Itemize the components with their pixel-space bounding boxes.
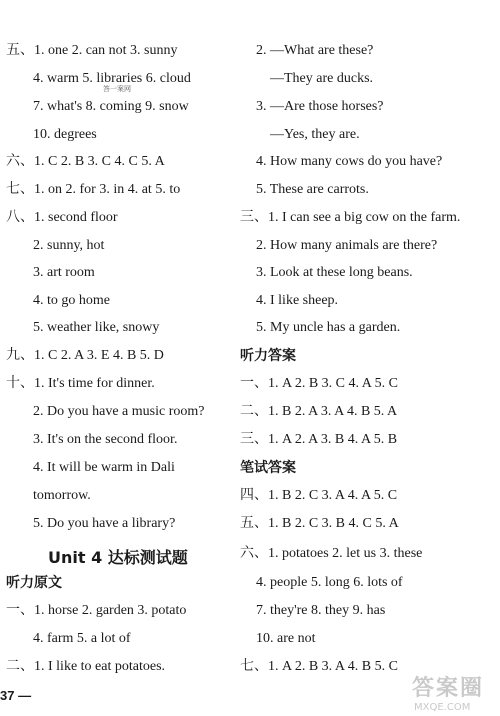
answer-line: 2. How many animals are there? [256, 238, 438, 253]
answer-line: 5. weather like, snowy [33, 320, 160, 335]
answer-line: 一、1. A 2. B 3. C 4. A 5. C [240, 376, 398, 391]
answer-line: 七、1. A 2. B 3. A 4. B 5. C [240, 659, 398, 674]
answer-line: tomorrow. [33, 488, 91, 503]
answer-line: 六、1. C 2. B 3. C 4. C 5. A [6, 154, 165, 169]
answer-line: 二、1. B 2. A 3. A 4. B 5. A [240, 404, 398, 419]
watermark-logo [410, 676, 498, 716]
answer-line: 3. —Are those horses? [256, 99, 384, 114]
answer-line: 5. Do you have a library? [33, 516, 176, 531]
answer-line: 4. I like sheep. [256, 293, 339, 308]
answer-line: 10. are not [256, 631, 316, 646]
answer-line: 7. what's 8. coming 9. snow [33, 99, 189, 114]
answer-line: 五、1. one 2. can not 3. sunny [6, 43, 178, 58]
answer-line: 4. How many cows do you have? [256, 154, 443, 169]
section-heading: 笔试答案 [240, 460, 296, 476]
answer-line: 4. farm 5. a lot of [33, 631, 131, 646]
answer-line: 7. they're 8. they 9. has [256, 603, 386, 618]
answer-line: 五、1. B 2. C 3. B 4. C 5. A [240, 516, 399, 531]
answer-line: 九、1. C 2. A 3. E 4. B 5. D [6, 348, 164, 363]
stamp-note: 答一案网 [103, 85, 131, 93]
answer-line: 3. art room [33, 265, 95, 280]
answer-line: 4. warm 5. libraries 6. cloud [33, 71, 191, 86]
answer-line: —They are ducks. [270, 71, 374, 86]
answer-line: 3. It's on the second floor. [33, 432, 178, 447]
answer-line: 4. to go home [33, 293, 110, 308]
answer-line: 一、1. horse 2. garden 3. potato [6, 603, 187, 618]
answer-line: 10. degrees [33, 127, 97, 142]
answer-line: 5. These are carrots. [256, 182, 369, 197]
answer-line: 三、1. A 2. A 3. B 4. A 5. B [240, 432, 398, 447]
answer-line: 二、1. I like to eat potatoes. [6, 659, 166, 674]
watermark-url: MXQE.COM [414, 702, 471, 713]
answer-line: 2. —What are these? [256, 43, 374, 58]
answer-line: 六、1. potatoes 2. let us 3. these [240, 546, 423, 561]
section-heading: 听力原文 [6, 575, 62, 591]
answer-line: 七、1. on 2. for 3. in 4. at 5. to [6, 182, 181, 197]
answer-line: 四、1. B 2. C 3. A 4. A 5. C [240, 488, 398, 503]
answer-line: 5. My uncle has a garden. [256, 320, 401, 335]
answer-line: 三、1. I can see a big cow on the farm. [240, 210, 461, 225]
answer-line: 4. people 5. long 6. lots of [256, 575, 403, 590]
answer-line: 4. It will be warm in Dali [33, 460, 175, 475]
answer-line: 3. Look at these long beans. [256, 265, 413, 280]
answer-line: 2. Do you have a music room? [33, 404, 205, 419]
answer-line: 八、1. second floor [6, 210, 118, 225]
answer-line: 十、1. It's time for dinner. [6, 376, 155, 391]
section-heading: 听力答案 [240, 348, 296, 364]
answer-line: 2. sunny, hot [33, 238, 105, 253]
answer-line: —Yes, they are. [270, 127, 360, 142]
watermark-text: 答案圈 [412, 676, 485, 701]
unit-title: Unit 4 达标测试题 [48, 548, 188, 567]
page-number: 37 — [0, 688, 32, 703]
